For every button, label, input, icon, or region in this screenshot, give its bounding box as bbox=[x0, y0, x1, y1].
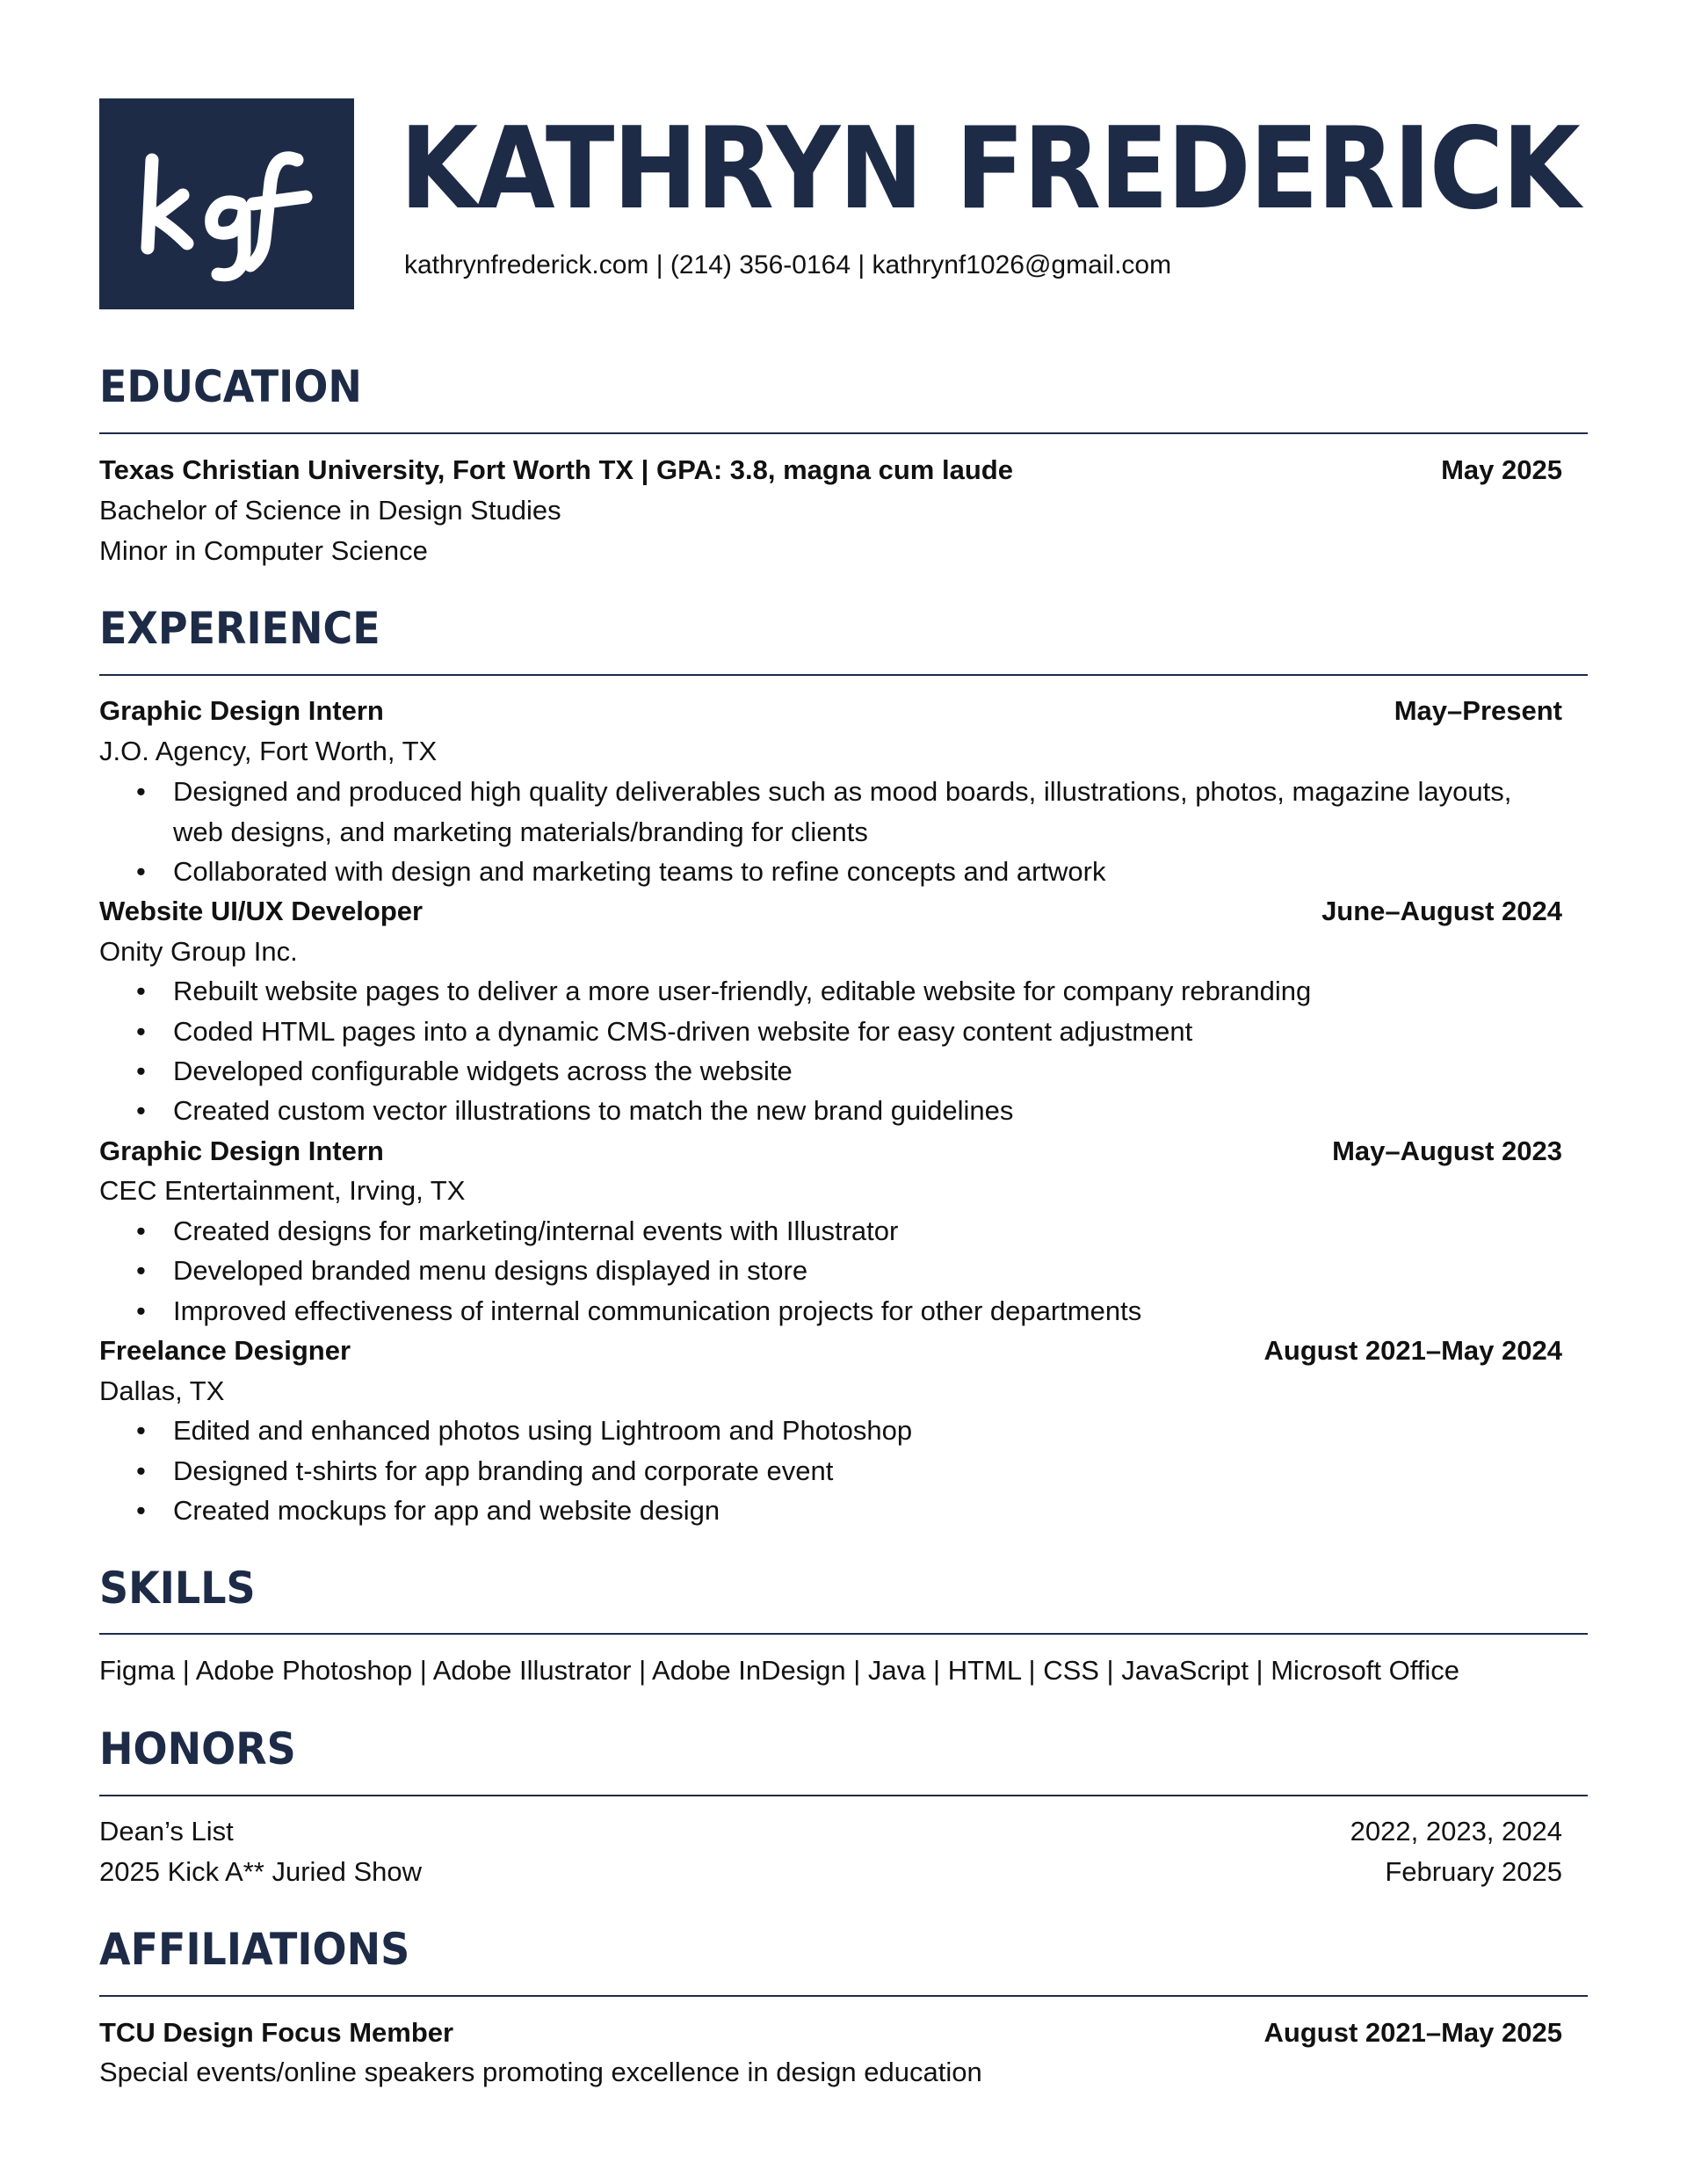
bullet-text: Collaborated with design and marketing teams to refine concepts and artwork bbox=[173, 856, 1106, 887]
monogram-logo bbox=[99, 98, 354, 309]
bullet-icon: • bbox=[136, 1295, 146, 1326]
bullet-icon: • bbox=[136, 856, 146, 887]
section-divider bbox=[99, 432, 1588, 434]
bullet-icon: • bbox=[136, 1095, 146, 1126]
bullet-text: Created designs for marketing/internal events with Illustrator bbox=[173, 1215, 899, 1246]
affiliation-org: TCU Design Focus Member bbox=[99, 2017, 454, 2048]
job-role: Graphic Design Intern bbox=[99, 695, 384, 726]
job-company: J.O. Agency, Fort Worth, TX bbox=[99, 736, 438, 766]
bullet-text: Designed and produced high quality deliverables such as mood boards, illustrations, photos, magazine layouts, web designs, and marketing materials/branding for clients bbox=[173, 776, 1512, 847]
candidate-name: KATHRYN FREDERICK bbox=[400, 104, 1580, 235]
job-role: Freelance Designer bbox=[99, 1335, 351, 1366]
job-header bbox=[99, 1331, 1562, 1371]
section-divider bbox=[99, 1995, 1588, 1997]
honor-date: 2022, 2023, 2024 bbox=[1350, 1816, 1562, 1847]
job-header bbox=[99, 1131, 1562, 1172]
bullet-text: Created mockups for app and website design bbox=[173, 1495, 720, 1526]
honor-name: Dean’s List bbox=[99, 1816, 234, 1847]
job-company: CEC Entertainment, Irving, TX bbox=[99, 1175, 466, 1206]
job-date: May–August 2023 bbox=[1332, 1136, 1562, 1166]
bullet-icon: • bbox=[136, 776, 146, 807]
job-header bbox=[99, 691, 1562, 731]
section-title-honors: HONORS bbox=[99, 1723, 296, 1774]
job-date: June–August 2024 bbox=[1321, 896, 1562, 926]
bullet-text: Rebuilt website pages to deliver a more user-friendly, editable website for company rebranding bbox=[173, 976, 1312, 1006]
honor-name: 2025 Kick A** Juried Show bbox=[99, 1856, 423, 1887]
job-date: August 2021–May 2024 bbox=[1263, 1335, 1562, 1366]
bullet-text: Created custom vector illustrations to match the new brand guidelines bbox=[173, 1095, 1014, 1126]
section-divider bbox=[99, 674, 1588, 676]
bullet-icon: • bbox=[136, 1215, 146, 1246]
job-role: Graphic Design Intern bbox=[99, 1136, 384, 1166]
section-title-affiliations: AFFILIATIONS bbox=[99, 1924, 410, 1975]
bullet-text: Developed branded menu designs displayed in store bbox=[173, 1255, 808, 1286]
section-divider bbox=[99, 1795, 1588, 1796]
contact-info: kathrynfrederick.com | (214) 356-0164 | kathrynf1026@gmail.com bbox=[404, 250, 1172, 279]
bullet-icon: • bbox=[136, 976, 146, 1006]
affiliation-description: Special events/online speakers promoting excellence in design education bbox=[99, 2057, 982, 2087]
bullet-icon: • bbox=[136, 1455, 146, 1486]
graduation-date: May 2025 bbox=[1441, 454, 1562, 485]
education-entry bbox=[99, 450, 1562, 490]
affiliation-date: August 2021–May 2025 bbox=[1263, 2017, 1562, 2048]
honor-entry bbox=[99, 1852, 1562, 1892]
honor-entry bbox=[99, 1811, 1562, 1852]
bullet-text: Designed t-shirts for app branding and corporate event bbox=[173, 1455, 834, 1486]
section-title-skills: SKILLS bbox=[99, 1563, 256, 1614]
job-date: May–Present bbox=[1394, 695, 1562, 726]
bullet-icon: • bbox=[136, 1415, 146, 1446]
monogram-logo-icon bbox=[99, 98, 354, 309]
bullet-icon: • bbox=[136, 1495, 146, 1526]
degree: Bachelor of Science in Design Studies bbox=[99, 495, 561, 526]
affiliation-entry bbox=[99, 2013, 1562, 2053]
bullet-text: Developed configurable widgets across the website bbox=[173, 1056, 793, 1086]
job-header bbox=[99, 891, 1562, 932]
job-company: Onity Group Inc. bbox=[99, 936, 298, 967]
honor-date: February 2025 bbox=[1385, 1856, 1562, 1887]
minor: Minor in Computer Science bbox=[99, 535, 428, 566]
bullet-text: Improved effectiveness of internal communication projects for other departments bbox=[173, 1295, 1142, 1326]
bullet-icon: • bbox=[136, 1056, 146, 1086]
job-company: Dallas, TX bbox=[99, 1375, 225, 1406]
bullet-icon: • bbox=[136, 1255, 146, 1286]
bullet-text: Edited and enhanced photos using Lightroom and Photoshop bbox=[173, 1415, 913, 1446]
section-title-experience: EXPERIENCE bbox=[99, 603, 380, 654]
skills-list: Figma | Adobe Photoshop | Adobe Illustrator | Adobe InDesign | Java | HTML | CSS | JavaScript | Microsoft Office bbox=[99, 1655, 1459, 1686]
bullet-text: Coded HTML pages into a dynamic CMS-driven website for easy content adjustment bbox=[173, 1016, 1193, 1047]
job-role: Website UI/UX Developer bbox=[99, 896, 424, 926]
bullet-icon: • bbox=[136, 1016, 146, 1047]
section-divider bbox=[99, 1633, 1588, 1635]
school-name: Texas Christian University, Fort Worth TX | GPA: 3.8, magna cum laude bbox=[99, 454, 1013, 485]
section-title-education: EDUCATION bbox=[99, 361, 362, 412]
